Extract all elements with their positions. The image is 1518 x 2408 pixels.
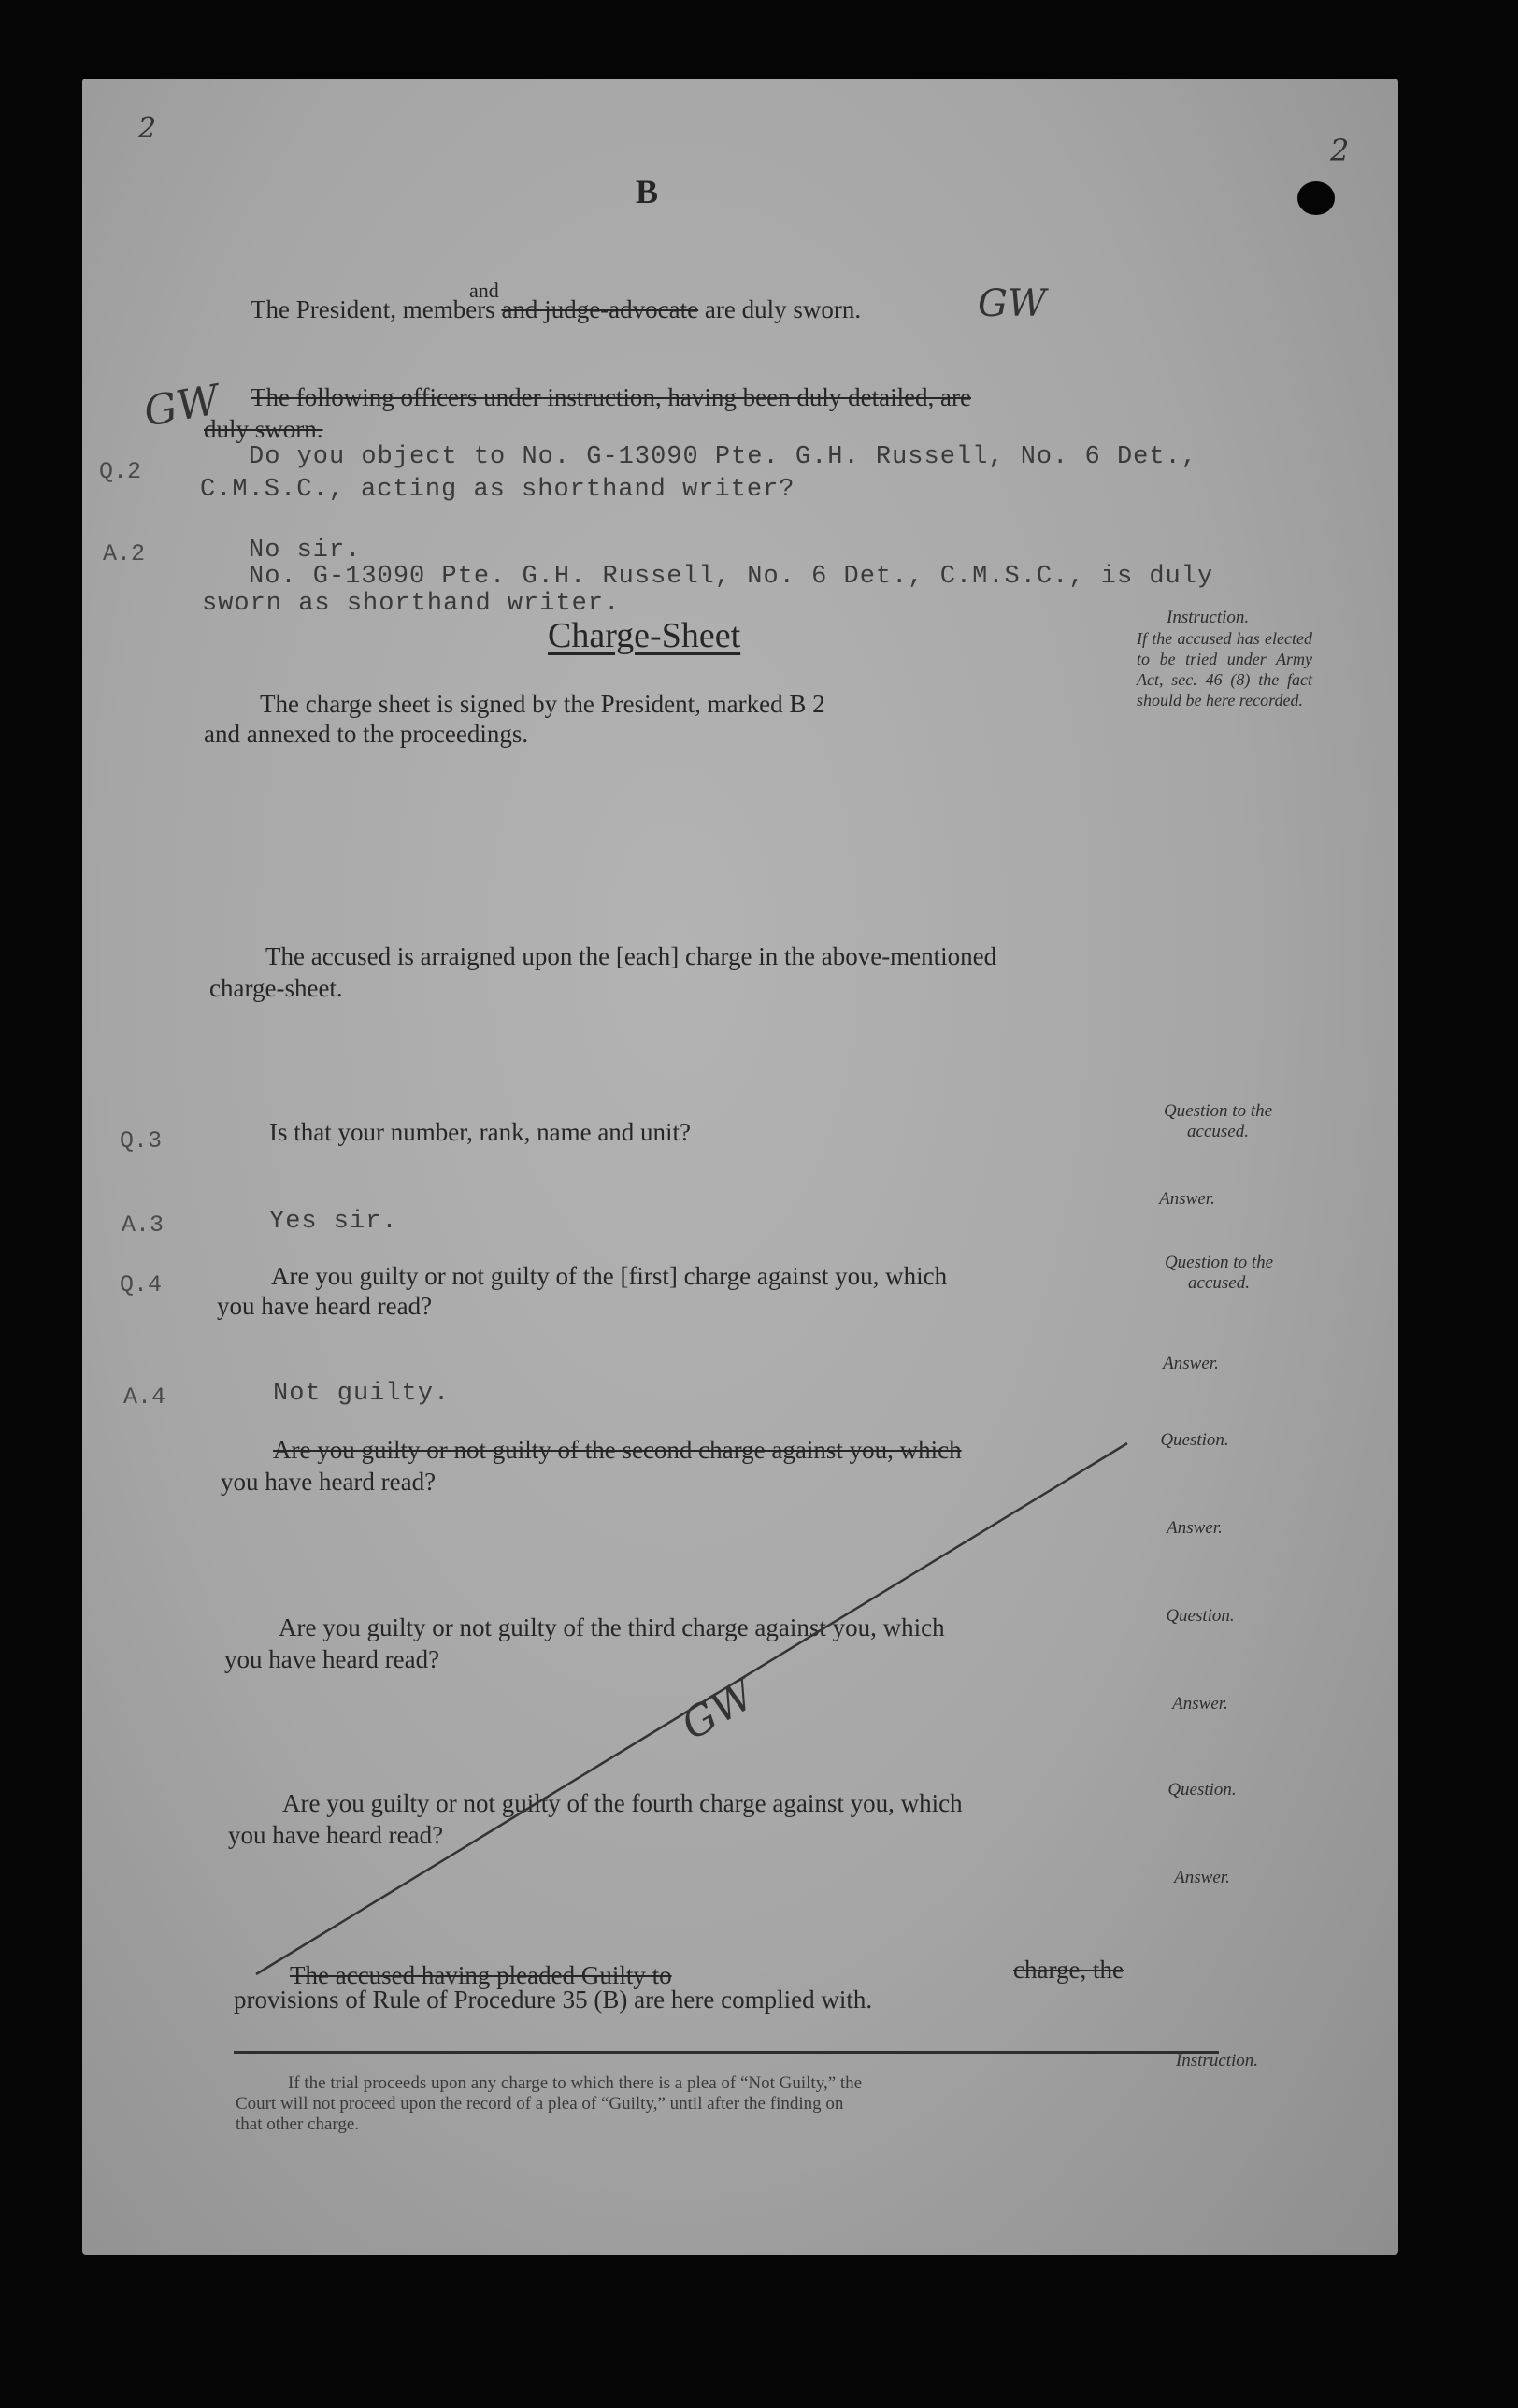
a4-side: Answer. <box>1163 1354 1219 1373</box>
q3-label: Q.3 <box>120 1127 163 1154</box>
a2-line-2: No. G-13090 Pte. G.H. Russell, No. 6 Det., C.M.S.C., is duly <box>249 563 1214 591</box>
a3-label: A.3 <box>122 1211 165 1239</box>
page-letter: B <box>636 173 659 210</box>
q3-side: Question to the accused. <box>1163 1101 1273 1141</box>
officers-line-1: The following officers under instruction, having been duly detailed, are <box>251 383 972 411</box>
charge-sheet-line-2: and annexed to the proceedings. <box>204 720 529 748</box>
charge-sheet-line-1: The charge sheet is signed by the President, marked B 2 <box>260 690 825 718</box>
corner-number-left: 2 <box>138 112 157 145</box>
fourth-side-answer: Answer. <box>1174 1868 1230 1887</box>
diagonal-initials: GW <box>673 1670 763 1750</box>
third-line-2: you have heard read? <box>224 1645 440 1673</box>
instruction-note-body: If the accused has elected to be tried under Army Act, sec. 46 (8) the fact should be here recorded. <box>1137 629 1312 710</box>
q3-text: Is that your number, rank, name and unit? <box>269 1118 692 1146</box>
a3-side: Answer. <box>1159 1189 1215 1209</box>
footnote-side: Instruction. <box>1175 2051 1259 2071</box>
a4-text: Not guilty. <box>273 1380 451 1408</box>
third-side-question: Question. <box>1166 1606 1235 1626</box>
a2-label: A.2 <box>103 540 146 567</box>
document-page <box>82 79 1398 2255</box>
q2-line-1: Do you object to No. G-13090 Pte. G.H. Russell, No. 6 Det., <box>249 443 1197 471</box>
pleaded-line-1: The accused having pleaded Guilty to <box>290 1961 672 1989</box>
corner-number-right: 2 <box>1330 133 1350 168</box>
a2-line-1: No sir. <box>249 537 362 565</box>
fourth-line-2: you have heard read? <box>228 1821 444 1849</box>
footnote-line-3: that other charge. <box>236 2114 360 2134</box>
pleaded-line-1b: charge, the <box>1013 1956 1124 1984</box>
second-line-1: Are you guilty or not guilty of the second charge against you, which <box>273 1436 962 1464</box>
second-side-question: Question. <box>1160 1430 1229 1450</box>
third-line-1: Are you guilty or not guilty of the third charge against you, which <box>279 1613 945 1641</box>
charge-sheet-heading: Charge-Sheet <box>548 616 741 655</box>
q4-side: Question to the accused. <box>1164 1253 1274 1293</box>
fourth-side-question: Question. <box>1167 1780 1237 1799</box>
sworn-suffix: are duly sworn. <box>704 295 862 323</box>
third-side-answer: Answer. <box>1172 1694 1228 1713</box>
officers-line-2: duly sworn. <box>204 415 323 443</box>
sworn-initials: GW <box>978 282 1047 325</box>
q2-line-2: C.M.S.C., acting as shorthand writer? <box>200 476 795 504</box>
pleaded-line-2: provisions of Rule of Procedure 35 (B) are here complied with. <box>234 1985 873 2014</box>
q4-label: Q.4 <box>120 1271 163 1298</box>
cancellation-stroke <box>82 79 1398 2255</box>
a4-label: A.4 <box>123 1383 166 1411</box>
a2-line-3: sworn as shorthand writer. <box>202 590 621 618</box>
sworn-members: members <box>402 295 495 323</box>
sworn-struck: and judge-advocate <box>501 295 699 323</box>
sworn-prefix: The President, <box>251 295 396 323</box>
second-line-2: you have heard read? <box>221 1468 437 1496</box>
a3-text: Yes sir. <box>269 1208 398 1236</box>
fourth-line-1: Are you guilty or not guilty of the fourth charge against you, which <box>282 1789 963 1817</box>
footnote-line-1: If the trial proceeds upon any charge to which there is a plea of “Not Guilty,” the <box>288 2073 863 2093</box>
footnote-line-2: Court will not proceed upon the record of a plea of “Guilty,” until after the finding on <box>236 2094 844 2114</box>
second-side-answer: Answer. <box>1167 1518 1223 1538</box>
q2-label: Q.2 <box>99 458 142 485</box>
q4-line-2: you have heard read? <box>217 1292 433 1320</box>
arraigned-line-2: charge-sheet. <box>209 974 343 1002</box>
officers-initials: GW <box>140 376 223 437</box>
sworn-insert: and <box>469 279 499 302</box>
q4-line-1: Are you guilty or not guilty of the [first] charge against you, which <box>271 1262 948 1290</box>
instruction-note-title: Instruction. <box>1167 608 1250 627</box>
arraigned-line-1: The accused is arraigned upon the [each] charge in the above-mentioned <box>265 942 997 970</box>
